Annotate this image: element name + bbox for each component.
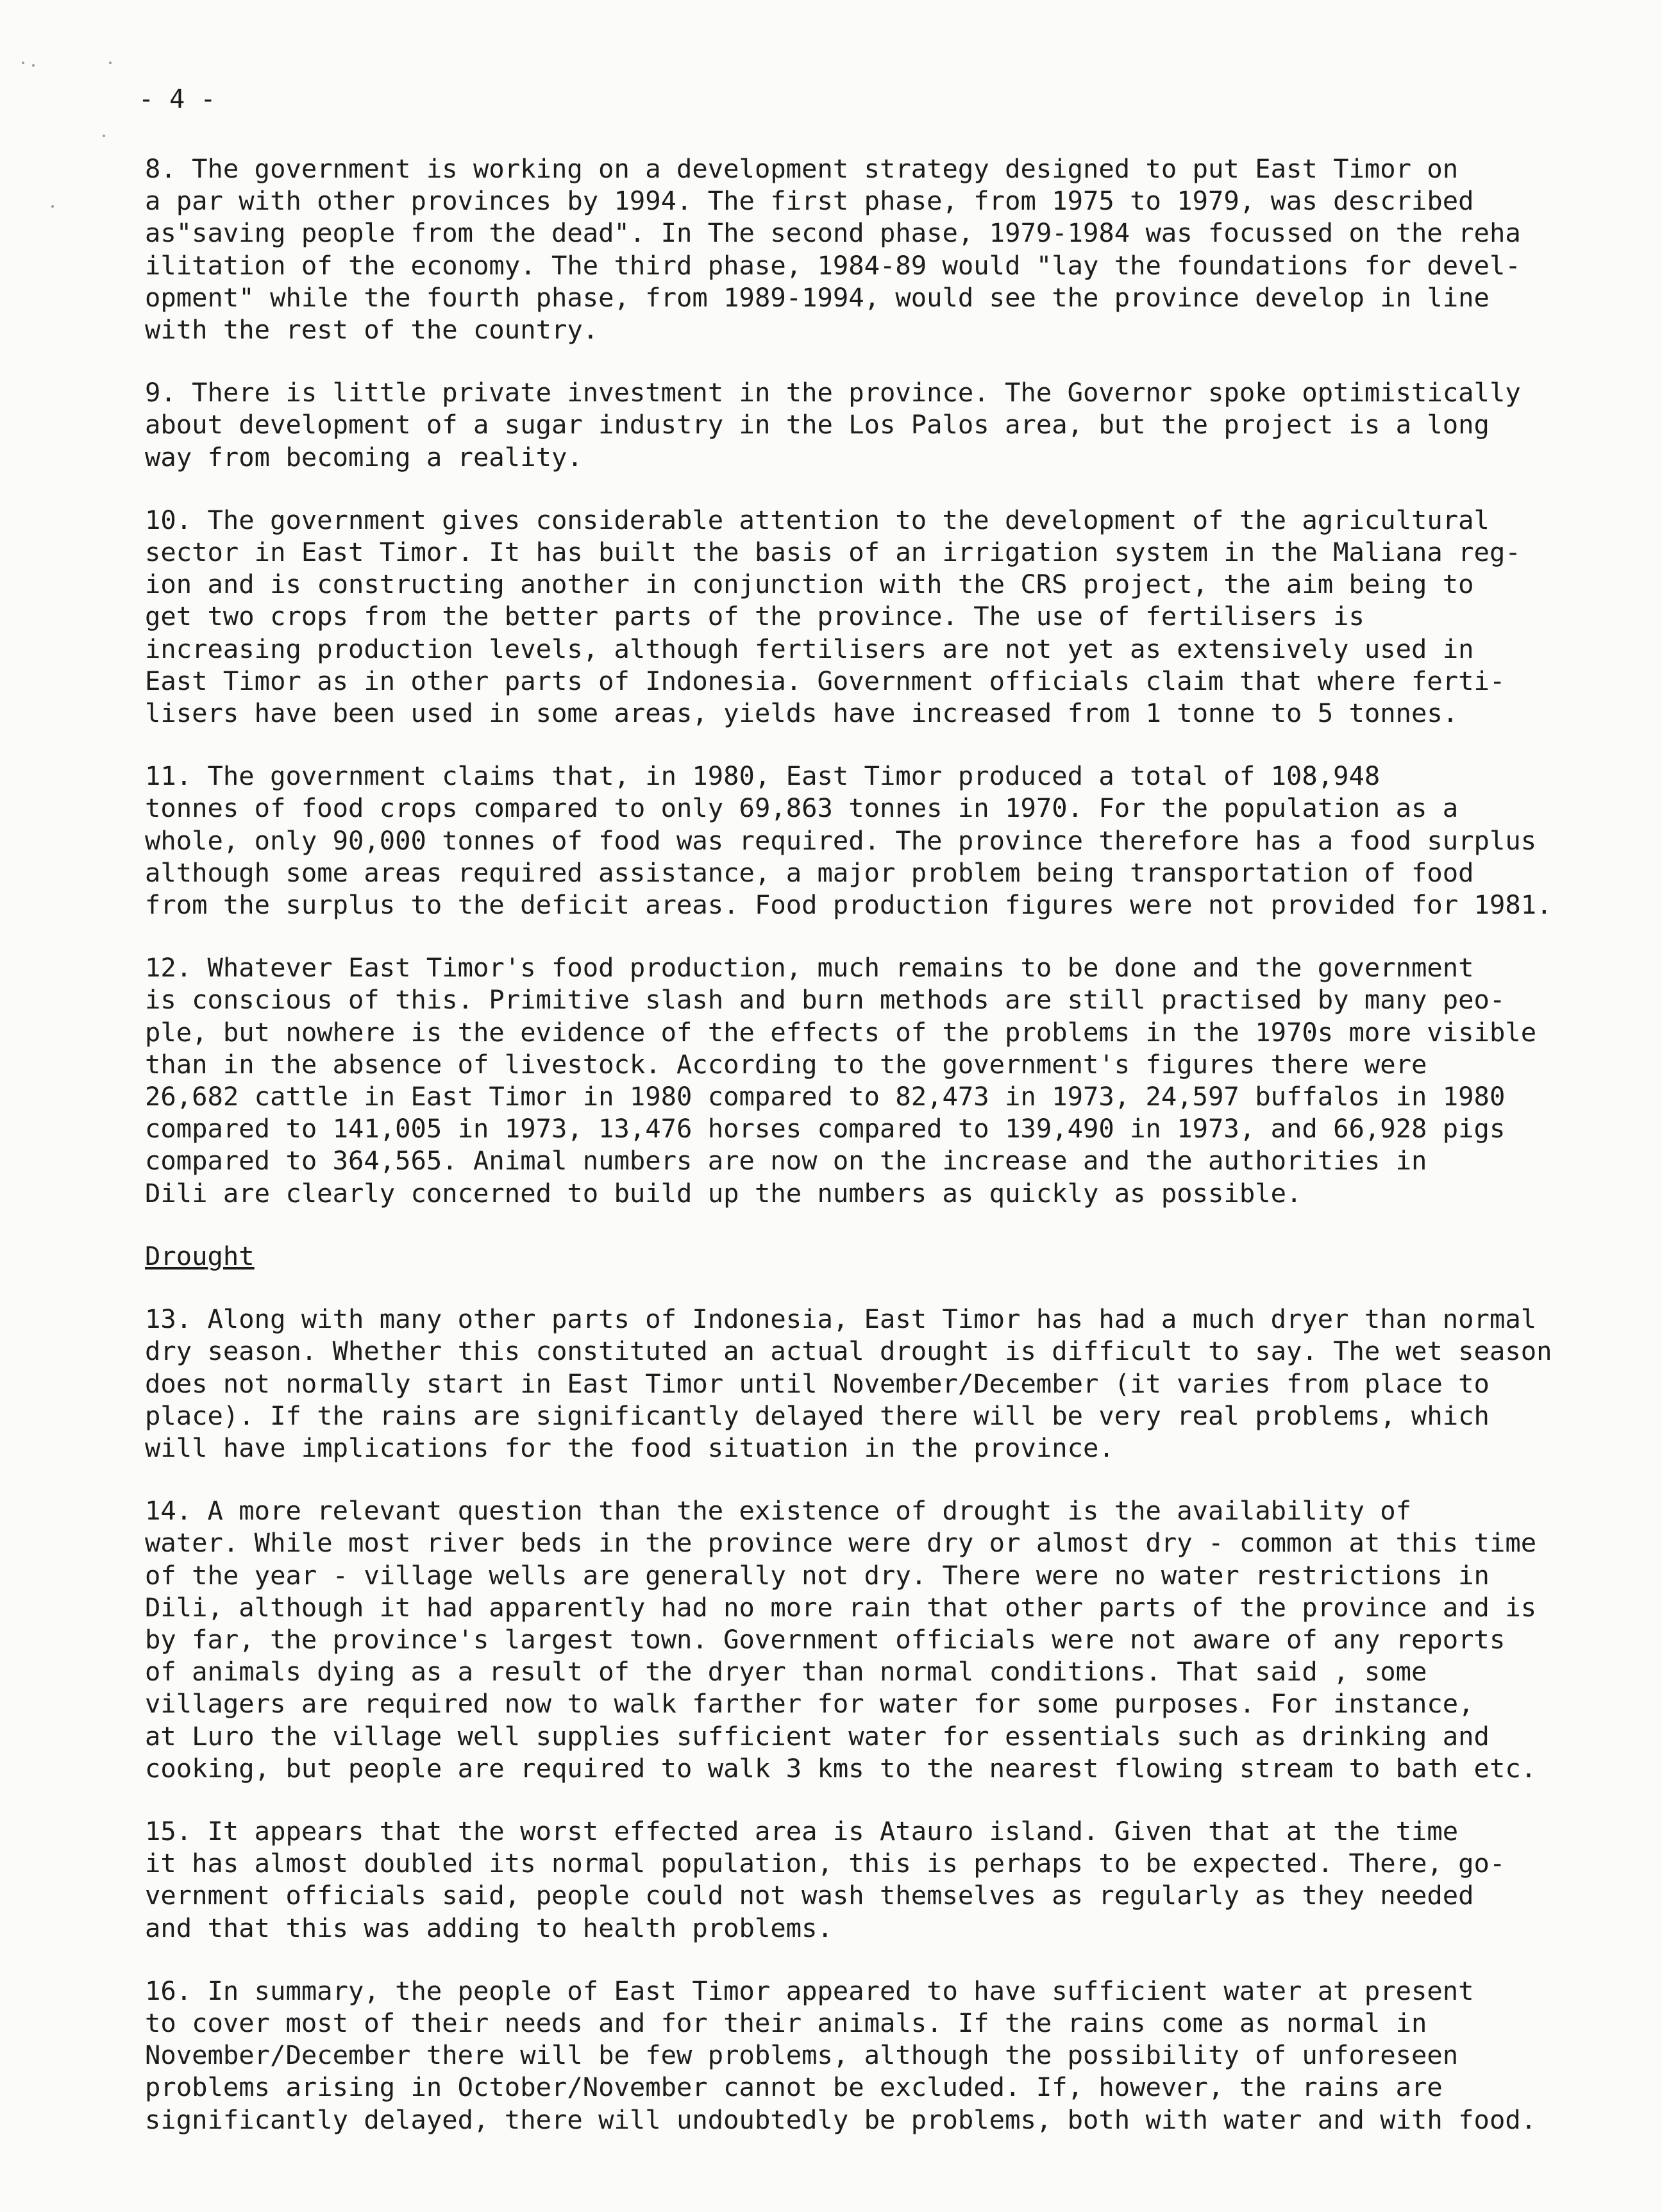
- paragraph-8: 8. The government is working on a development strategy designed to put East Timor on a par with other provinces by 1994. The first phase, from 1975 to 1979, was described as"saving people from the dead". In The second phase, 1979-1984 was focussed on the reha ilitation of the economy. The third phase, 1984-89 would "lay the foundations for devel- opment" while the fourth phase, from 1989-1994, would see the province develop in line with the rest of the country.: [145, 153, 1521, 346]
- page-number: - 4 -: [138, 85, 216, 114]
- paragraph-10: 10. The government gives considerable attention to the development of the agricultural sector in East Timor. It has built the basis of an irrigation system in the Maliana reg- ion and is constructing another in conjunction with the CRS project, the aim being to get two crops from the better parts of the province. The use of fertilisers is increasing production levels, although fertilisers are not yet as extensively used in East Timor as in other parts of Indonesia. Government officials claim that where ferti- lisers have been used in some areas, yields have increased from 1 tonne to 5 tonnes.: [145, 504, 1521, 729]
- scan-speck: [109, 62, 112, 64]
- scan-speck: [32, 64, 35, 67]
- scan-speck: [22, 62, 24, 64]
- paragraph-14: 14. A more relevant question than the existence of drought is the availability of water. While most river beds in the province were dry or almost dry - common at this time of the year - village wells are generally not dry. There were no water restrictions in Dili, although it had apparently had no more rain that other parts of the province and is by far, the province's largest town. Government officials were not aware of any reports of animals dying as a result of the dryer than normal conditions. That said , some villagers are required now to walk farther for water for some purposes. For instance, at Luro the village well supplies sufficient water for essentials such as drinking and cooking, but people are required to walk 3 kms to the nearest flowing stream to bath etc.: [145, 1495, 1537, 1784]
- paragraph-12: 12. Whatever East Timor's food production, much remains to be done and the government is conscious of this. Primitive slash and burn methods are still practised by many peo- ple, but nowhere is the evidence of the effects of the problems in the 1970s more visible than in the absence of livestock. According to the government's figures there were 26,682 cattle in East Timor in 1980 compared to 82,473 in 1973, 24,597 buffalos in 1980 compared to 141,005 in 1973, 13,476 horses compared to 139,490 in 1973, and 66,928 pigs compared to 364,565. Animal numbers are now on the increase and the authorities in Dili are clearly concerned to build up the numbers as quickly as possible.: [145, 952, 1537, 1209]
- paragraph-13: 13. Along with many other parts of Indonesia, East Timor has had a much dryer than normal dry season. Whether this constituted an actual drought is difficult to say. The wet season does not normally start in East Timor until November/December (it varies from place to place). If the rains are significantly delayed there will be very real problems, which will have implications for the food situation in the province.: [145, 1303, 1552, 1463]
- paragraph-11: 11. The government claims that, in 1980, East Timor produced a total of 108,948 tonnes of food crops compared to only 69,863 tonnes in 1970. For the population as a whole, only 90,000 tonnes of food was required. The province therefore has a food surplus although some areas required assistance, a major problem being transportation of food from the surplus to the deficit areas. Food production figures were not provided for 1981.: [145, 760, 1552, 921]
- paragraph-15: 15. It appears that the worst effected area is Atauro island. Given that at the time it has almost doubled its normal population, this is perhaps to be expected. There, go- vernment officials said, people could not wash themselves as regularly as they needed and that this was adding to health problems.: [145, 1815, 1506, 1943]
- paragraph-16: 16. In summary, the people of East Timor appeared to have sufficient water at present to cover most of their needs and for their animals. If the rains come as normal in November/December there will be few problems, although the possibility of unforeseen problems arising in October/November cannot be excluded. If, however, the rains are significantly delayed, there will undoubtedly be problems, both with water and with food.: [145, 1975, 1537, 2135]
- scan-speck: [51, 205, 54, 208]
- paragraph-9: 9. There is little private investment in the province. The Governor spoke optimistically about development of a sugar industry in the Los Palos area, but the project is a long way from becoming a reality.: [145, 377, 1521, 473]
- section-heading-drought: Drought: [145, 1240, 255, 1271]
- document-body: [145, 153, 1556, 2166]
- scan-speck: [103, 135, 105, 137]
